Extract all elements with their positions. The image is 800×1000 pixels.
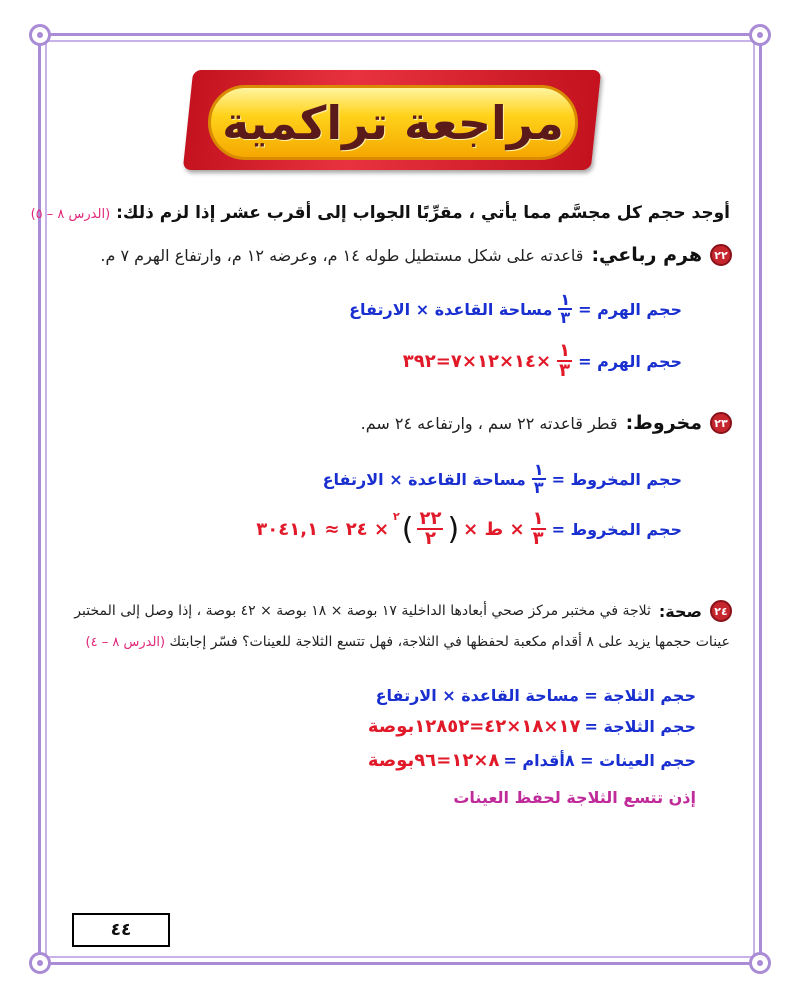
page-number: ٤٤	[110, 920, 132, 940]
fraction-numerator: ١	[532, 508, 544, 529]
question-heading: صحة:	[658, 601, 702, 621]
q23-calc-line	[256, 510, 682, 548]
exponent: ٢	[393, 510, 400, 523]
question-24	[74, 600, 732, 622]
formula-rhs: مساحة القاعدة × الارتفاع	[349, 299, 553, 319]
corner-ornament-top-left	[29, 24, 51, 46]
calc-result: × ٢٤ ≈ ٣٠٤١,١	[256, 518, 390, 540]
calc-lhs: حجم الثلاجة =	[584, 717, 696, 736]
question-22	[100, 244, 732, 266]
fraction-denominator: ٣	[532, 528, 544, 549]
paren-close: )	[401, 511, 414, 547]
q24-formula-line: حجم الثلاجة = مساحة القاعدة × الارتفاع	[375, 686, 696, 705]
question-text-line-2: عينات حجمها يزيد على ٨ أقدام مكعبة لحفظها في الثلاجة، فهل تتسع الثلاجة للعينات؟ فسّر إجابتك	[169, 634, 730, 650]
page-title: مراجعة تراكمية	[222, 95, 564, 150]
fraction-one-third	[558, 292, 572, 326]
paren-open: (	[447, 511, 460, 547]
calc-result: ×١٤×١٢×٧=٣٩٢	[402, 350, 552, 372]
question-24-line-2	[86, 634, 730, 650]
fraction-numerator: ١	[533, 460, 544, 479]
page-number-box	[72, 913, 170, 947]
question-text-line-1: ثلاجة في مختبر مركز صحي أبعادها الداخلية ١٧ بوصة × ١٨ بوصة × ٤٢ بوصة ، إذا وصل إلى المختبر	[74, 603, 651, 619]
corner-ornament-bottom-right	[749, 952, 771, 974]
corner-ornament-top-right	[749, 24, 771, 46]
formula-lhs: حجم المخروط =	[551, 469, 682, 489]
question-heading: هرم رباعي:	[591, 244, 702, 266]
fraction-denominator: ٢	[424, 528, 436, 549]
fraction-denominator: ٣	[533, 478, 544, 497]
fraction-one-third	[531, 510, 546, 548]
question-text: قاعدته على شكل مستطيل طوله ١٤ م، وعرضه ١٢ م، وارتفاع الهرم ٧ م.	[100, 245, 584, 265]
calc-lhs: حجم العينات = ٨أقدام =	[503, 751, 696, 770]
fraction-one-third	[532, 462, 546, 496]
corner-ornament-bottom-left	[29, 952, 51, 974]
fraction-numerator: ١	[560, 290, 571, 309]
title-banner	[208, 85, 578, 160]
formula-rhs: مساحة القاعدة × الارتفاع	[322, 469, 526, 489]
formula-lhs: حجم الهرم =	[578, 299, 682, 319]
fraction-denominator: ٣	[560, 308, 571, 327]
question-number-badge: ٢٤	[710, 600, 732, 622]
fraction-numerator: ١	[559, 340, 571, 361]
instructions-text: أوجد حجم كل مجسَّم مما يأتي ، مقرِّبًا الجواب إلى أقرب عشر إذا لزم ذلك:	[116, 203, 730, 223]
fraction-22-over-2	[417, 510, 443, 548]
calc-lhs: حجم المخروط =	[551, 519, 682, 539]
question-23	[361, 412, 732, 434]
calc-result: ٨×١٢=٩٦بوصة	[367, 750, 500, 771]
calc-lhs: حجم الهرم =	[578, 351, 682, 371]
fraction-numerator: ٢٢	[419, 508, 442, 529]
lesson-ref: (الدرس ٨ – ٤)	[85, 635, 166, 650]
question-number-badge: ٢٣	[710, 412, 732, 434]
page-frame-inner	[45, 40, 755, 958]
parenthesized-fraction	[393, 510, 459, 548]
q23-formula-line	[323, 462, 682, 496]
instructions	[31, 203, 730, 223]
q24-fridge-volume-line	[368, 716, 696, 737]
q22-formula-line	[349, 292, 682, 326]
question-heading: مخروط:	[625, 412, 702, 434]
fraction-denominator: ٣	[559, 360, 571, 381]
q24-samples-volume-line	[368, 750, 696, 771]
q22-calc-line	[403, 342, 682, 380]
calc-pi-factor: × ط ×	[463, 518, 525, 540]
question-number-badge: ٢٢	[710, 244, 732, 266]
question-text: قطر قاعدته ٢٢ سم ، وارتفاعه ٢٤ سم.	[360, 413, 618, 433]
lesson-ref: (الدرس ٨ – ٥)	[30, 207, 111, 222]
q24-conclusion: إذن تتسع الثلاجة لحفظ العينات	[453, 788, 696, 807]
calc-result: ١٧×١٨×٤٢=١٢٨٥٢بوصة	[367, 716, 581, 737]
fraction-one-third	[557, 342, 572, 380]
